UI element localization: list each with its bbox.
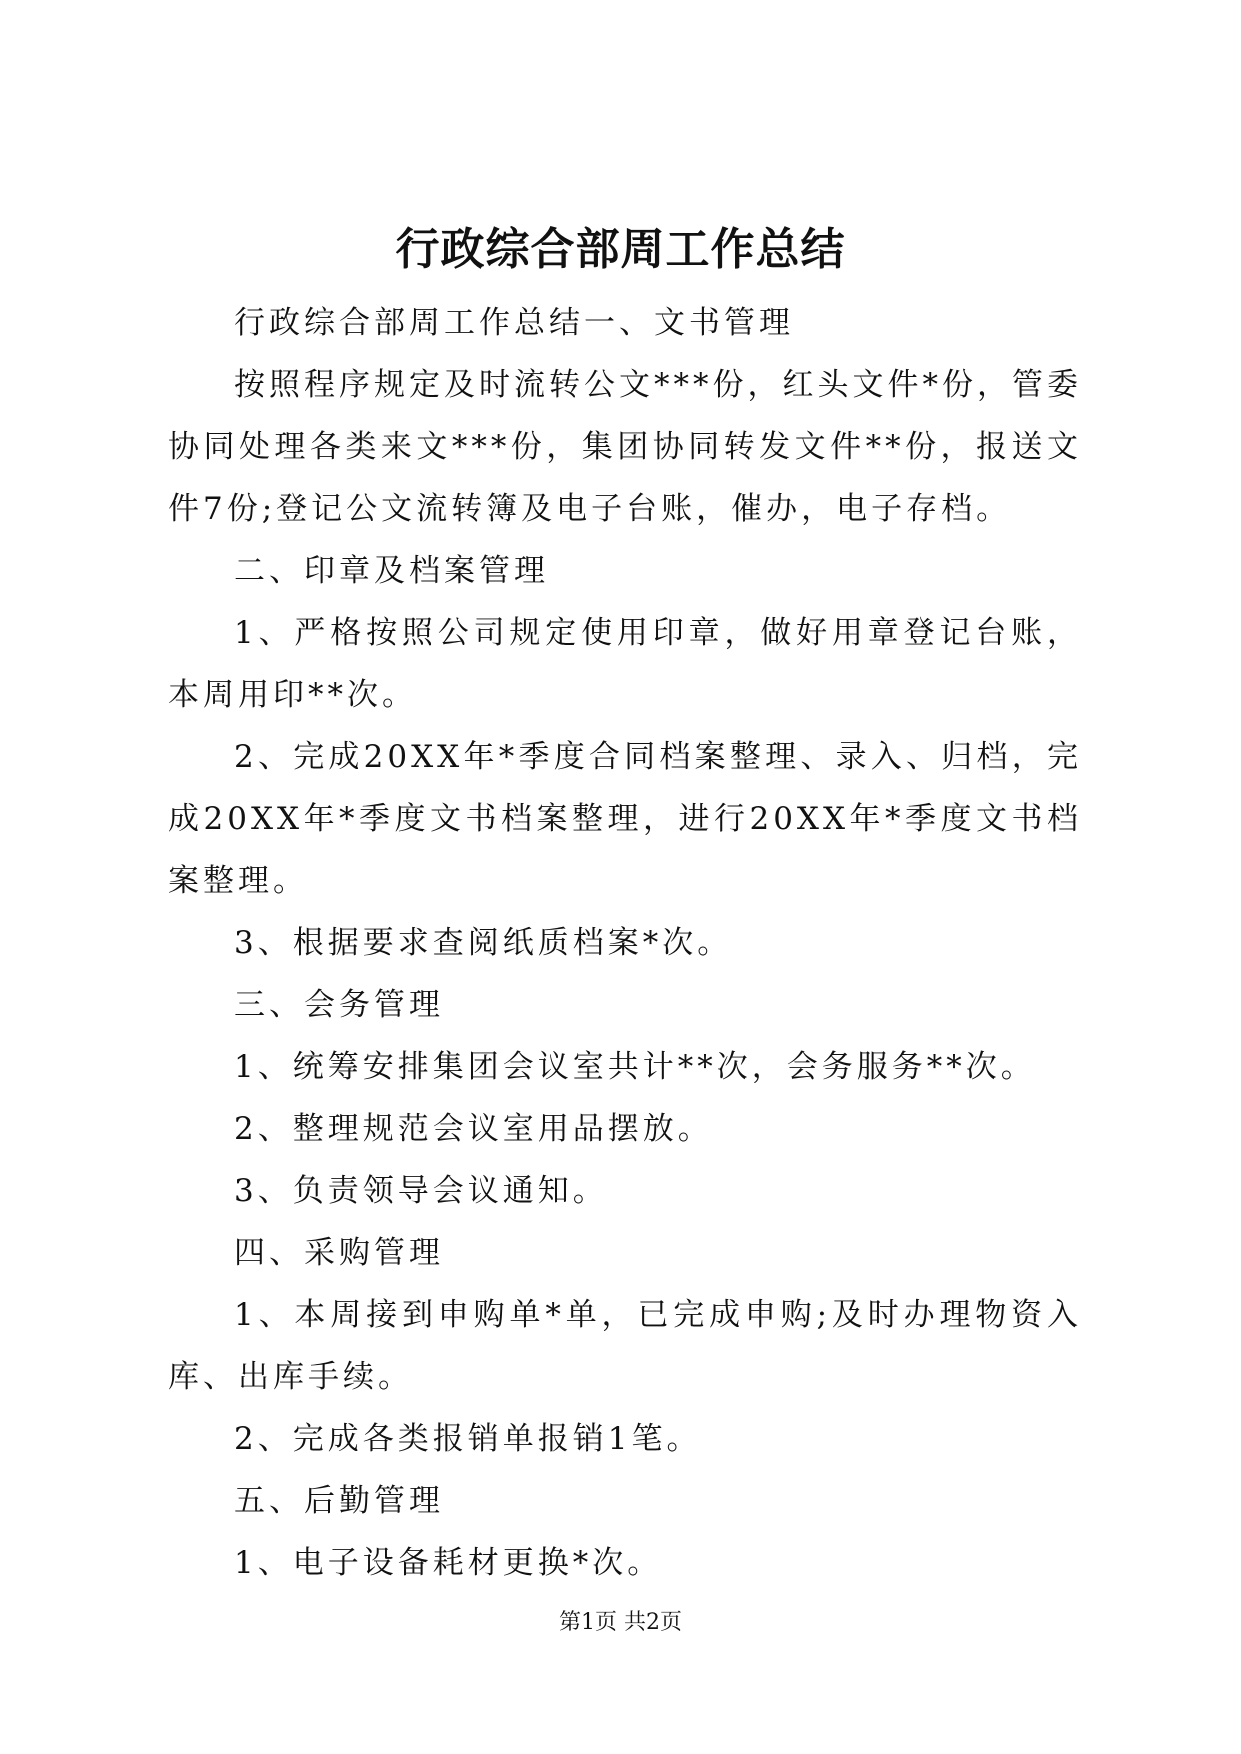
page-footer: 第1页 共2页 [559,1610,682,1635]
paragraph-intro-section-1: 行政综合部周工作总结一、文书管理 [234,305,794,341]
paragraph-archive-lookup: 3、根据要求查阅纸质档案*次。 [234,925,733,961]
paragraph-document-handling: 按照程序规定及时流转公文***份，红头文件*份，管委协同处理各类来文***份，集团协同转发文件**份，报送文件7份;登记公文流转簿及电子台账，催办，电子存档。 [168,367,1082,527]
paragraph-meeting-notices: 3、负责领导会议通知。 [234,1173,608,1209]
section-heading-meetings: 三、会务管理 [234,987,444,1023]
paragraph-consumables: 1、电子设备耗材更换*次。 [234,1545,663,1581]
document-body [168,292,1082,1594]
section-heading-procurement: 四、采购管理 [234,1235,444,1271]
section-heading-seal-archives: 二、印章及档案管理 [234,553,549,589]
paragraph-meeting-supplies: 2、整理规范会议室用品摆放。 [234,1111,713,1147]
paragraph-reimbursement: 2、完成各类报销单报销1笔。 [234,1421,702,1457]
paragraph-archive-organizing: 2、完成20XX年*季度合同档案整理、录入、归档，完成20XX年*季度文书档案整理，进行20XX年*季度文书档案整理。 [168,739,1082,899]
paragraph-meeting-rooms: 1、统筹安排集团会议室共计**次，会务服务**次。 [234,1049,1036,1085]
paragraph-purchase-requests: 1、本周接到申购单*单，已完成申购;及时办理物资入库、出库手续。 [168,1297,1082,1395]
paragraph-seal-usage: 1、严格按照公司规定使用印章，做好用章登记台账，本周用印**次。 [168,615,1082,713]
section-heading-logistics: 五、后勤管理 [234,1483,444,1519]
document-title: 行政综合部周工作总结 [395,224,846,275]
